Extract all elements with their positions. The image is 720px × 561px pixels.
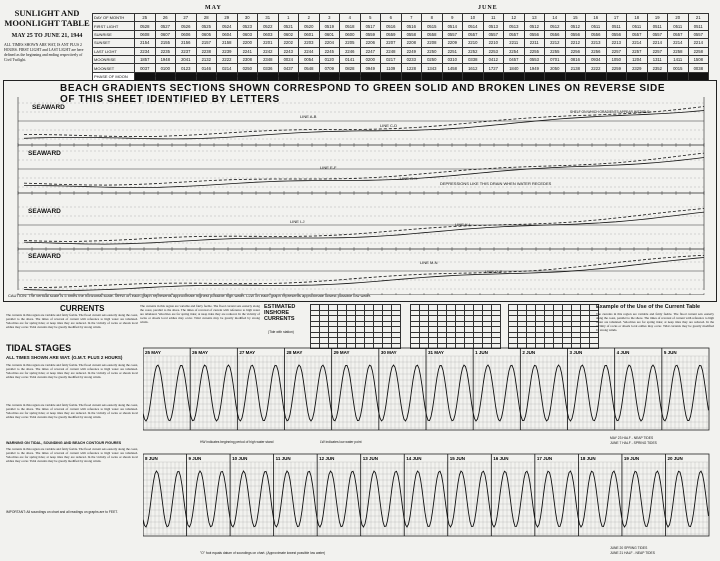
- sun-cell: 2255: [524, 47, 545, 55]
- tide-springs-top: MAY 23 HALF - NEAP TIDES: [610, 436, 654, 440]
- sun-cell: 2206: [360, 39, 381, 47]
- tide-date-label: 18 JUN: [580, 456, 596, 461]
- sun-cell: 2201: [258, 39, 279, 47]
- sun-cell: 18: [627, 14, 648, 22]
- sunlight-table: [92, 13, 709, 81]
- sun-cell: 0123: [176, 64, 197, 72]
- seaward-label-3: SEAWARD: [28, 208, 61, 215]
- sun-cell: 0513: [504, 22, 525, 30]
- sun-cell: 2259: [606, 64, 627, 72]
- sun-cell: 21: [688, 14, 709, 22]
- tide-date-label: 30 MAY: [380, 350, 397, 355]
- sun-cell: 0606: [176, 30, 197, 38]
- sun-cell: 2208: [401, 39, 422, 47]
- tidal-warning: WARNING ON TIDAL, SOUNDING AND BEACH CONTOUR FIGURES: [6, 441, 122, 445]
- sun-cell: 0520: [299, 22, 320, 30]
- sun-cell: 0217: [381, 55, 402, 63]
- sun-cell: 0513: [483, 22, 504, 30]
- sun-cell: 2257: [647, 47, 668, 55]
- sun-cell: 0553: [524, 55, 545, 63]
- example-title: Example of the Use of the Current Table: [596, 304, 701, 310]
- sun-cell: 2256: [565, 47, 586, 55]
- sun-cell: 0146: [196, 64, 217, 72]
- sun-cell: 0336: [258, 64, 279, 72]
- sun-cell: 0515: [422, 22, 443, 30]
- sun-row: [93, 39, 709, 47]
- line-a-b: LINE A-B: [300, 114, 317, 119]
- sun-cell: 0200: [360, 55, 381, 63]
- beach-profile-line: [24, 111, 704, 139]
- sun-cell: 0557: [688, 30, 709, 38]
- sun-cell: 2250: [422, 47, 443, 55]
- sun-cell: 0828: [340, 64, 361, 72]
- tide-curve: [143, 471, 709, 527]
- sun-cell: 2041: [176, 55, 197, 63]
- sun-cell: 20: [668, 14, 689, 22]
- sun-cell: 2256: [586, 47, 607, 55]
- sun-cell: 1508: [688, 55, 709, 63]
- tide-date-label: 11 JUN: [275, 456, 291, 461]
- tide-springs-bot2: JUNE 21 HALF - NEAP TIDES: [610, 551, 655, 555]
- sun-cell: 2238: [196, 47, 217, 55]
- sun-cell: 0558: [401, 30, 422, 38]
- sun-cell: 0024: [278, 55, 299, 63]
- sun-cell: 2158: [217, 39, 238, 47]
- sun-cell: 0524: [217, 22, 238, 30]
- tidal-important: IMPORTANT: All soundings on chart and all readings on graphs are to FEET.: [6, 510, 118, 514]
- sun-cell: 0054: [299, 55, 320, 63]
- tidal-stage-chart: [143, 346, 715, 558]
- sun-cell: 0528: [135, 22, 156, 30]
- sun-cell: 0233: [401, 55, 422, 63]
- sun-cell: 2258: [668, 47, 689, 55]
- line-o-p: LINE O-P: [485, 269, 503, 274]
- seaward-label-2: SEAWARD: [28, 150, 61, 157]
- sun-cell: 1411: [668, 55, 689, 63]
- sun-row-label: DAY OF MONTH: [93, 14, 135, 22]
- sun-cell: 0816: [565, 55, 586, 63]
- sun-cell: 27: [176, 14, 197, 22]
- beach-title: BEACH GRADIENTS SECTIONS SHOWN CORRESPOND TO GREEN SOLID AND BROKEN LINES ON REVERSE SIDE OF THIS SHEET IDENTIFIED BY LETTERS: [60, 83, 666, 105]
- sun-cell: 10: [463, 14, 484, 22]
- sun-cell: 30: [237, 14, 258, 22]
- sun-cell: 1204: [627, 55, 648, 63]
- sun-cell: 0457: [504, 55, 525, 63]
- sun-cell: 15: [565, 14, 586, 22]
- sun-row-label: MOONSET: [93, 64, 135, 72]
- tide-footnote: "O" foot equals datum of soundings on chart. (Approximate lowest possible low water): [200, 551, 326, 555]
- sun-cell: 0511: [627, 22, 648, 30]
- sun-cell: 0522: [258, 22, 279, 30]
- sun-cell: 2242: [258, 47, 279, 55]
- sun-cell: 1612: [463, 64, 484, 72]
- sun-row-label: MOONRISE: [93, 55, 135, 63]
- sun-cell: 0601: [299, 30, 320, 38]
- sun-row: [93, 14, 709, 22]
- sun-cell: 0701: [545, 55, 566, 63]
- sun-cell: 0511: [586, 22, 607, 30]
- tide-date-label: 31 MAY: [428, 350, 444, 355]
- tide-date-label: 15 JUN: [449, 456, 466, 461]
- sun-cell: 0516: [381, 22, 402, 30]
- sun-cell: 0514: [442, 22, 463, 30]
- sun-cell: 0512: [524, 22, 545, 30]
- sun-row: [93, 64, 709, 72]
- sun-cell: 1458: [442, 64, 463, 72]
- sun-cell: 31: [258, 14, 279, 22]
- sun-cell: 0557: [442, 30, 463, 38]
- sun-cell: 2213: [586, 39, 607, 47]
- sun-row-label: FIRST LIGHT: [93, 22, 135, 30]
- currents-title: CURRENTS: [60, 304, 105, 313]
- sun-row: [93, 22, 709, 30]
- tide-date-label: 3 JUN: [569, 350, 583, 355]
- sun-cell: 2155: [155, 39, 176, 47]
- sun-cell: 2254: [504, 47, 525, 55]
- depression-note: DEPRESSIONS LIKE THIS DRAIN WHEN WATER RECEDES: [440, 181, 552, 186]
- sun-cell: 1109: [381, 64, 402, 72]
- tide-date-label: 4 JUN: [616, 350, 630, 355]
- sun-cell: 0548: [299, 64, 320, 72]
- sun-cell: 0037: [135, 64, 156, 72]
- sun-cell: 2308: [237, 55, 258, 63]
- sun-cell: 0559: [360, 30, 381, 38]
- sun-cell: 2209: [442, 39, 463, 47]
- sun-cell: 2241: [237, 47, 258, 55]
- sun-cell: 0949: [360, 64, 381, 72]
- sun-cell: 2200: [237, 39, 258, 47]
- shelf-note: SHELF ON WHICH GRADIENTS APPEAR INSTABLE: [570, 110, 650, 114]
- sun-cell: 2257: [606, 47, 627, 55]
- sun-cell: 2352: [647, 64, 668, 72]
- sun-cell: 0214: [217, 64, 238, 72]
- sun-cell: 0934: [586, 55, 607, 63]
- sun-cell: 16: [586, 14, 607, 22]
- sun-row: [93, 30, 709, 38]
- currents-text: The currents in this region are variable and fairly feeble. The flood current sets easterly along the coast, parallel to the shore. The times of reversal of current with reference to high water are tabulated. Velocities are for spring tides; at neap tides they are reduced. In the vicinity of rocks or shoals local eddies may occur. Tidal currents may be greatly modified by strong winds.: [6, 313, 138, 330]
- month-may: MAY: [205, 5, 222, 11]
- sun-cell: 0558: [422, 30, 443, 38]
- sun-cell: 0556: [565, 30, 586, 38]
- sun-cell: 0141: [340, 55, 361, 63]
- sun-cell: 2212: [545, 39, 566, 47]
- sun-cell: 1727: [483, 64, 504, 72]
- caution-note: CAUTION: The vertical scale is 5 times the horizontal scale. MHW on each graph represents approximate highest possible high water. LLW on each graph represents approximate lowest possible low water.: [8, 293, 372, 298]
- tide-date-label: 8 JUN: [145, 456, 158, 461]
- seaward-label-1: SEAWARD: [32, 104, 65, 111]
- sun-row-label: PHASE OF MOON: [93, 72, 135, 80]
- sun-cell: 2222: [217, 55, 238, 63]
- sun-cell: 2245: [319, 47, 340, 55]
- example-text: The currents in this region are variable and fairly feeble. The flood current sets easterly along the coast, parallel to the shore. The times of reversal of current with reference to high water are tabulated. Velocities are for spring tides; at neap tides they are reduced. In the vicinity of rocks or shoals local eddies may occur. Tidal currents may be greatly modified by strong winds.: [596, 312, 714, 333]
- sun-cell: 1311: [647, 55, 668, 63]
- sun-cell: 2258: [688, 47, 709, 55]
- sun-cell: 0338: [463, 55, 484, 63]
- sun-cell: 0709: [319, 64, 340, 72]
- sun-cell: 0608: [135, 30, 156, 38]
- sun-cell: 0604: [217, 30, 238, 38]
- sun-cell: 0557: [483, 30, 504, 38]
- sun-cell: 0527: [155, 22, 176, 30]
- sun-cell: 0521: [278, 22, 299, 30]
- tide-springs-bot: JUNE 20 SPRING TIDES: [610, 546, 648, 550]
- tide-date-label: 29 MAY: [333, 350, 350, 355]
- sun-cell: 1050: [606, 55, 627, 63]
- sun-cell: 2207: [381, 39, 402, 47]
- sun-cell: 2212: [565, 39, 586, 47]
- sun-note: ALL TIMES SHOWN ARE WAT, IS ANT PLUS 2 HOURS. FIRST LIGHT and LAST LIGHT are here defined as the beginning and ending respectively of Civil Twilight.: [4, 43, 84, 62]
- sun-cell: 14: [545, 14, 566, 22]
- sun-cell: 0605: [196, 30, 217, 38]
- current-table-1: [310, 304, 401, 349]
- sun-cell: 3: [319, 14, 340, 22]
- tide-date-label: 20 JUN: [667, 456, 683, 461]
- sun-cell: 2202: [278, 39, 299, 47]
- sun-cell: 0557: [647, 30, 668, 38]
- sun-cell: 0310: [442, 55, 463, 63]
- seaward-label-4: SEAWARD: [28, 253, 61, 260]
- sun-cell: 6: [381, 14, 402, 22]
- tidal-title: TIDAL STAGES: [6, 343, 72, 353]
- sun-cell: 2329: [627, 64, 648, 72]
- sun-cell: 19: [647, 14, 668, 22]
- tide-date-label: 28 MAY: [286, 350, 303, 355]
- sun-cell: 2050: [545, 64, 566, 72]
- sun-cell: 2253: [483, 47, 504, 55]
- sun-cell: 2: [299, 14, 320, 22]
- sun-cell: 0557: [668, 30, 689, 38]
- line-e-f: LINE E-F: [320, 165, 337, 170]
- sun-cell: 0516: [401, 22, 422, 30]
- sun-cell: 0557: [463, 30, 484, 38]
- sun-cell: 2213: [606, 39, 627, 47]
- sun-cell: 0556: [545, 30, 566, 38]
- tide-date-label: 1 JUN: [475, 350, 488, 355]
- current-table-2: [410, 304, 501, 349]
- tidal-text-2: The currents in this region are variable and fairly feeble. The flood current sets easterly along the coast, parallel to the shore. The times of reversal of current with reference to high water are tabulated. Velocities are for spring tides; at neap tides they are reduced. In the vicinity of rocks or shoals local eddies may occur. Tidal currents may be greatly modified by strong winds.: [6, 403, 138, 420]
- sun-row: [93, 55, 709, 63]
- sun-cell: 1: [278, 14, 299, 22]
- line-g-h: LINE G-H: [400, 176, 418, 181]
- sun-cell: 2246: [340, 47, 361, 55]
- sun-cell: 2157: [196, 39, 217, 47]
- tidal-subtitle: ALL TIMES SHOWN ARE WAT. (G.M.T. PLUS 2 HOURS): [6, 355, 123, 360]
- sun-cell: 2132: [196, 55, 217, 63]
- sun-cell: 2255: [545, 47, 566, 55]
- sun-cell: 0250: [237, 64, 258, 72]
- tide-legend-lw: LW indicates low water point: [320, 440, 362, 444]
- tide-date-label: 16 JUN: [493, 456, 509, 461]
- sun-cell: 2251: [442, 47, 463, 55]
- sun-cell: 26: [155, 14, 176, 22]
- month-june: JUNE: [478, 5, 498, 11]
- sun-title: SUNLIGHT AND MOONLIGHT TABLE: [4, 8, 90, 28]
- sun-cell: 0525: [196, 22, 217, 30]
- sun-cell: 0511: [668, 22, 689, 30]
- tide-date-label: 25 MAY: [145, 350, 161, 355]
- sun-cell: 28: [196, 14, 217, 22]
- sun-cell: 2138: [565, 64, 586, 72]
- sun-cell: 0556: [606, 30, 627, 38]
- sun-cell: 1343: [422, 64, 443, 72]
- sun-cell: 0600: [340, 30, 361, 38]
- sun-cell: 17: [606, 14, 627, 22]
- sun-cell: 2222: [586, 64, 607, 72]
- sun-cell: 9: [442, 14, 463, 22]
- beach-profiles: [4, 95, 714, 295]
- sun-cell: 0518: [340, 22, 361, 30]
- sun-cell: 4: [340, 14, 361, 22]
- sun-cell: 5: [360, 14, 381, 22]
- sun-cell: 2205: [340, 39, 361, 47]
- line-m-n: LINE M-N: [420, 260, 438, 265]
- sun-cell: 0512: [565, 22, 586, 30]
- sun-cell: 0120: [319, 55, 340, 63]
- sun-subtitle: MAY 25 TO JUNE 21, 1944: [11, 33, 83, 39]
- sun-cell: 0601: [319, 30, 340, 38]
- sun-cell: 2214: [647, 39, 668, 47]
- sun-cell: 2214: [627, 39, 648, 47]
- sun-cell: 2348: [258, 55, 279, 63]
- sun-cell: 2244: [299, 47, 320, 55]
- tide-date-label: 2 JUN: [522, 350, 536, 355]
- tide-date-label: 12 JUN: [319, 456, 335, 461]
- tide-springs-top2: JUNE 7 HALF - SPRING TIDES: [610, 441, 657, 445]
- sun-cell: 2237: [176, 47, 197, 55]
- sun-cell: 0526: [176, 22, 197, 30]
- sun-cell: 0556: [586, 30, 607, 38]
- estimated-currents-sub: (Tide with station): [268, 330, 294, 334]
- sun-cell: 2210: [463, 39, 484, 47]
- tidal-warning-text: The currents in this region are variable and fairly feeble. The flood current sets easterly along the coast, parallel to the shore. The times of reversal of current with reference to high water are tabulated. Velocities are for spring tides; at neap tides they are reduced. In the vicinity of rocks or shoals local eddies may occur. Tidal currents may be greatly modified by strong winds.: [6, 447, 138, 464]
- sun-cell: 2235: [155, 47, 176, 55]
- beach-profile-line: [24, 158, 704, 188]
- sun-row-label: SUNRISE: [93, 30, 135, 38]
- tide-date-label: 17 JUN: [536, 456, 553, 461]
- sun-cell: 2257: [627, 47, 648, 55]
- sun-cell: 2239: [217, 47, 238, 55]
- sun-cell: 11: [483, 14, 504, 22]
- sun-cell: 2204: [319, 39, 340, 47]
- sun-cell: 1228: [401, 64, 422, 72]
- line-i-j: LINE I-J: [290, 219, 305, 224]
- sun-cell: 1840: [504, 64, 525, 72]
- sun-cell: 12: [504, 14, 525, 22]
- tide-date-label: 13 JUN: [362, 456, 378, 461]
- sun-cell: 0250: [422, 55, 443, 63]
- sun-cell: 0100: [155, 64, 176, 72]
- sun-cell: 2247: [360, 47, 381, 55]
- sun-cell: 1857: [135, 55, 156, 63]
- sun-cell: 25: [135, 14, 156, 22]
- sun-cell: 0512: [545, 22, 566, 30]
- sun-cell: 0437: [278, 64, 299, 72]
- sun-cell: 0038: [688, 64, 709, 72]
- sun-cell: 13: [524, 14, 545, 22]
- sun-cell: 2210: [483, 39, 504, 47]
- sun-cell: 2214: [688, 39, 709, 47]
- sun-cell: 2214: [668, 39, 689, 47]
- sun-cell: 2208: [422, 39, 443, 47]
- sun-cell: 0557: [627, 30, 648, 38]
- sun-row-label: LAST LIGHT: [93, 47, 135, 55]
- sun-cell: 2211: [524, 39, 545, 47]
- tide-date-label: 10 JUN: [232, 456, 248, 461]
- beach-profile-line: [24, 258, 704, 291]
- tide-date-label: 5 JUN: [663, 350, 677, 355]
- tidal-text-1: The currents in this region are variable and fairly feeble. The flood current sets easterly along the coast, parallel to the shore. The times of reversal of current with reference to high water are tabulated. Velocities are for spring tides; at neap tides they are reduced. In the vicinity of rocks or shoals local eddies may occur. Tidal currents may be greatly modified by strong winds.: [6, 363, 138, 380]
- sun-cell: 0523: [237, 22, 258, 30]
- sun-cell: 0517: [360, 22, 381, 30]
- sun-cell: 2252: [463, 47, 484, 55]
- sun-cell: 2249: [401, 47, 422, 55]
- tide-panel-frame: [143, 454, 709, 536]
- sun-cell: 2234: [135, 47, 156, 55]
- sun-cell: 0412: [483, 55, 504, 63]
- sun-cell: 0559: [381, 30, 402, 38]
- sun-cell: 0511: [606, 22, 627, 30]
- sun-cell: 0557: [504, 30, 525, 38]
- sun-cell: 0602: [278, 30, 299, 38]
- sun-cell: 0015: [668, 64, 689, 72]
- sun-cell: 2156: [176, 39, 197, 47]
- sun-cell: 29: [217, 14, 238, 22]
- line-k-l: LINE K-L: [455, 222, 472, 227]
- sun-cell: 2211: [504, 39, 525, 47]
- sun-cell: 2248: [381, 47, 402, 55]
- currents-text-2: The currents in this region are variable and fairly feeble. The flood current sets easterly along the coast, parallel to the shore. The times of reversal of current with reference to high water are tabulated. Velocities are for spring tides; at neap tides they are reduced. In the vicinity of rocks or shoals local eddies may occur. Tidal currents may be greatly modified by strong winds.: [140, 304, 260, 325]
- sun-cell: 0511: [647, 22, 668, 30]
- sun-cell: 1948: [155, 55, 176, 63]
- sun-cell: 0519: [319, 22, 340, 30]
- sun-cell: 2243: [278, 47, 299, 55]
- sun-cell: 2154: [135, 39, 156, 47]
- tide-date-label: 9 JUN: [188, 456, 202, 461]
- tide-legend-hw: HW indicates beginning period of high water stand: [200, 440, 274, 444]
- sun-cell: 1949: [524, 64, 545, 72]
- line-c-d: LINE C-D: [380, 123, 398, 128]
- sun-cell: 0603: [237, 30, 258, 38]
- sun-cell: 7: [401, 14, 422, 22]
- estimated-currents-title: ESTIMATED INSHORE CURRENTS: [264, 304, 296, 322]
- sun-cell: 2203: [299, 39, 320, 47]
- sun-cell: 0511: [688, 22, 709, 30]
- tide-date-label: 26 MAY: [192, 350, 209, 355]
- sun-cell: 0514: [463, 22, 484, 30]
- sun-footnote: Moonrise and Moonset figures in (Italic) indicate that moonrise and/or moonset occur during daylight, i.e., between First Light and Last Light.: [150, 74, 373, 78]
- sun-cell: 0556: [524, 30, 545, 38]
- tide-date-label: 19 JUN: [623, 456, 640, 461]
- sun-cell: 8: [422, 14, 443, 22]
- tide-date-label: 14 JUN: [406, 456, 422, 461]
- sun-cell: 0603: [258, 30, 279, 38]
- tide-date-label: 27 MAY: [239, 350, 256, 355]
- sun-row: [93, 47, 709, 55]
- sun-row-label: SUNSET: [93, 39, 135, 47]
- current-table-3: [508, 304, 599, 349]
- sun-cell: 0607: [155, 30, 176, 38]
